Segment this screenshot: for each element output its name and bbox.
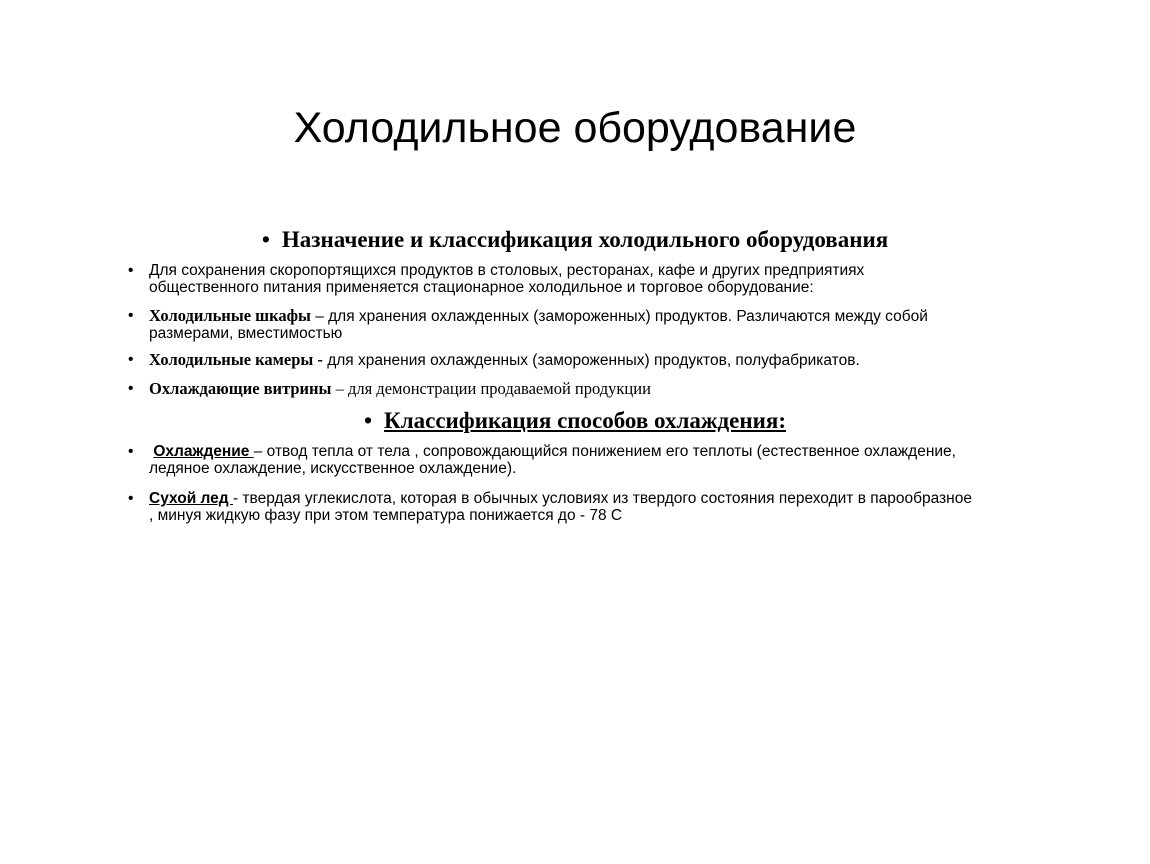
item-text-line: , минуя жидкую фазу при этом температура понижается до - 78 С xyxy=(149,507,623,524)
bullet: • xyxy=(128,262,134,279)
bullet: • xyxy=(128,307,134,324)
heading-text: Назначение и классификация холодильного оборудования xyxy=(281,227,889,252)
item-text-line: Для сохранения скоропортящихся продуктов в столовых, ресторанах, кафе и других предприятиях xyxy=(149,262,865,279)
bullet: • xyxy=(128,380,134,397)
item-text-line: общественного питания применяется стационарное холодильное и торговое оборудование: xyxy=(149,279,814,296)
item-term: Холодильные шкафы xyxy=(149,306,311,325)
item-text: – отвод тепла от тела , сопровождающийся понижением его теплоты (естественное охлаждение, xyxy=(253,443,956,460)
heading-text: Классификация способов охлаждения: xyxy=(384,408,786,433)
item-term: Охлаждающие витрины xyxy=(149,379,332,398)
item-text: для хранения охлажденных (замороженных) продуктов, полуфабрикатов. xyxy=(322,352,860,369)
item-term: Сухой лед xyxy=(149,490,233,507)
item-text: – для хранения охлажденных (замороженных) продуктов. Различаются между собой xyxy=(310,308,928,325)
item-term: Холодильные камеры - xyxy=(149,350,323,369)
bullet: • xyxy=(128,490,134,507)
bullet: • xyxy=(128,443,134,460)
bullet: • xyxy=(128,351,134,368)
section-heading-cooling-methods xyxy=(0,405,1150,436)
bullet: • xyxy=(261,226,270,252)
item-text-line: размерами, вместимостью xyxy=(149,325,343,342)
bullet: • xyxy=(363,407,373,433)
item-text: - твердая углекислота, которая в обычных условиях из твердого состояния переходит в парообразное xyxy=(232,490,972,507)
section-heading-purpose xyxy=(0,224,1150,255)
slide-title: Холодильное оборудование xyxy=(293,104,857,152)
item-term: Охлаждение xyxy=(153,443,254,460)
item-text: – для демонстрации продаваемой продукции xyxy=(331,379,651,398)
item-text-line: ледяное охлаждение, искусственное охлаждение). xyxy=(149,460,517,477)
